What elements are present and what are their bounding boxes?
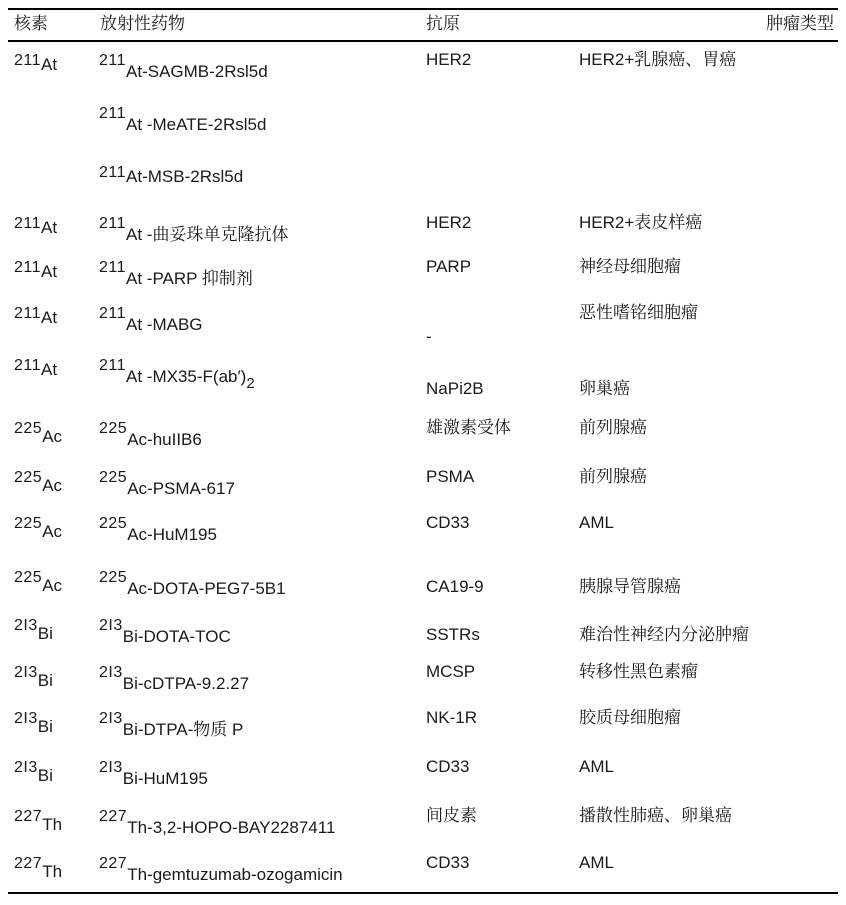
drug-mass: 225 bbox=[99, 420, 128, 437]
table-row bbox=[0, 662, 846, 708]
antigen-cell: HER2 bbox=[426, 50, 472, 69]
drug-mass: 211 bbox=[99, 259, 127, 276]
nuclide-symbol: Bi bbox=[37, 766, 53, 785]
tumor-cell: 卵巢癌 bbox=[579, 379, 630, 398]
nuclide-symbol: Bi bbox=[37, 624, 53, 643]
table-row bbox=[0, 418, 846, 464]
nuclide-cell bbox=[14, 853, 63, 881]
tumor-cell: 播散性肺癌、卵巢癌 bbox=[579, 806, 732, 825]
antigen-cell: 间皮素 bbox=[426, 806, 477, 825]
drug-name: At -MX35-F(ab′) bbox=[126, 367, 247, 386]
drug-name: At-MSB-2Rsl5d bbox=[126, 167, 244, 186]
table-row bbox=[0, 213, 846, 259]
nuclide-cell bbox=[14, 662, 53, 690]
drug-mass: 211 bbox=[99, 357, 127, 374]
nuclide-mass: 211 bbox=[14, 52, 42, 69]
antigen-cell: MCSP bbox=[426, 662, 476, 681]
nuclide-cell bbox=[14, 355, 58, 379]
nuclide-mass: 2I3 bbox=[14, 759, 38, 776]
nuclide-cell bbox=[14, 418, 63, 446]
drug-cell bbox=[99, 467, 235, 498]
nuclide-mass: 2I3 bbox=[14, 710, 38, 727]
nuclide-mass: 227 bbox=[14, 855, 43, 872]
drug-name: At -曲妥珠单克隆抗体 bbox=[126, 225, 289, 244]
tumor-cell: 前列腺癌 bbox=[579, 467, 647, 486]
nuclide-cell bbox=[14, 257, 58, 281]
drug-mass: 225 bbox=[99, 515, 128, 532]
header-drug: 放射性药物 bbox=[100, 14, 185, 33]
table-row bbox=[0, 303, 846, 349]
drug-mass: 227 bbox=[99, 855, 128, 872]
nuclide-symbol: Ac bbox=[42, 576, 63, 595]
nuclide-cell bbox=[14, 50, 58, 74]
tumor-cell: 前列腺癌 bbox=[579, 418, 647, 437]
tumor-cell: AML bbox=[579, 757, 614, 776]
antigen-cell: PARP bbox=[426, 257, 472, 276]
nuclide-cell bbox=[14, 513, 63, 541]
drug-name-subscript: 2 bbox=[246, 375, 255, 392]
table-row bbox=[0, 567, 846, 613]
nuclide-mass: 211 bbox=[14, 215, 42, 232]
drug-mass: 2I3 bbox=[99, 710, 123, 727]
drug-cell bbox=[99, 615, 231, 646]
table-row bbox=[0, 162, 846, 208]
drug-name: Ac-PSMA-617 bbox=[127, 479, 235, 498]
antigen-cell: CA19-9 bbox=[426, 577, 484, 596]
drug-cell bbox=[99, 708, 244, 739]
nuclide-mass: 2I3 bbox=[14, 664, 38, 681]
table-row bbox=[0, 355, 846, 401]
nuclide-cell bbox=[14, 303, 58, 327]
drug-name: Bi-DTPA-物质 P bbox=[122, 720, 244, 739]
drug-cell bbox=[99, 303, 203, 334]
antigen-cell: NK-1R bbox=[426, 708, 478, 727]
nuclide-cell bbox=[14, 615, 53, 643]
nuclide-symbol: At bbox=[41, 262, 58, 281]
nuclide-symbol: Th bbox=[42, 862, 63, 881]
nuclide-symbol: At bbox=[41, 360, 58, 379]
drug-name: At -MeATE-2Rsl5d bbox=[126, 115, 267, 134]
nuclide-symbol: Th bbox=[42, 815, 63, 834]
drug-mass: 227 bbox=[99, 808, 128, 825]
nuclide-cell bbox=[14, 708, 53, 736]
drug-mass: 211 bbox=[99, 52, 127, 69]
drug-cell bbox=[99, 757, 208, 788]
drug-cell bbox=[99, 162, 244, 186]
drug-name: Bi-HuM195 bbox=[122, 769, 208, 788]
drug-mass: 211 bbox=[99, 105, 127, 122]
drug-name: Ac-HuM195 bbox=[127, 525, 217, 544]
nuclide-symbol: Bi bbox=[37, 671, 53, 690]
drug-cell bbox=[99, 418, 202, 449]
tumor-cell: AML bbox=[579, 853, 614, 872]
tumor-cell: 难治性神经内分泌肿瘤 bbox=[579, 625, 749, 644]
drug-cell bbox=[99, 257, 253, 288]
drug-name: Ac-huIIB6 bbox=[127, 430, 202, 449]
drug-name: Ac-DOTA-PEG7-5B1 bbox=[127, 579, 286, 598]
nuclide-symbol: Bi bbox=[37, 717, 53, 736]
table-bottom-rule bbox=[8, 892, 838, 894]
drug-name: Bi-DOTA-TOC bbox=[122, 627, 231, 646]
drug-mass: 2I3 bbox=[99, 617, 123, 634]
nuclide-mass: 225 bbox=[14, 515, 43, 532]
drug-name: At -MABG bbox=[126, 315, 203, 334]
antigen-cell: 雄激素受体 bbox=[426, 418, 511, 437]
drug-mass: 225 bbox=[99, 469, 128, 486]
tumor-cell: HER2+表皮样癌 bbox=[579, 213, 703, 232]
table-row bbox=[0, 806, 846, 852]
nuclide-cell bbox=[14, 806, 63, 834]
nuclide-mass: 211 bbox=[14, 357, 42, 374]
tumor-cell: HER2+乳腺癌、胃癌 bbox=[579, 50, 737, 69]
antigen-cell: CD33 bbox=[426, 853, 470, 872]
drug-name: Th-3,2-HOPO-BAY2287411 bbox=[127, 818, 336, 837]
drug-name: Bi-cDTPA-9.2.27 bbox=[122, 674, 250, 693]
antigen-cell: SSTRs bbox=[426, 625, 480, 644]
drug-mass: 225 bbox=[99, 569, 128, 586]
antigen-cell: CD33 bbox=[426, 757, 470, 776]
tumor-cell: 转移性黑色素瘤 bbox=[579, 662, 698, 681]
drug-cell bbox=[99, 213, 289, 244]
drug-mass: 211 bbox=[99, 305, 127, 322]
tumor-cell: AML bbox=[579, 513, 614, 532]
drug-name: At -PARP 抑制剂 bbox=[126, 269, 253, 288]
header-tumor: 肿瘤类型 bbox=[766, 14, 834, 33]
nuclide-cell bbox=[14, 213, 58, 237]
nuclide-symbol: At bbox=[41, 308, 58, 327]
nuclide-mass: 2I3 bbox=[14, 617, 38, 634]
header-antigen: 抗原 bbox=[426, 14, 460, 33]
drug-cell bbox=[99, 662, 250, 693]
nuclide-cell bbox=[14, 567, 63, 595]
tumor-cell: 神经母细胞瘤 bbox=[579, 257, 681, 276]
drug-cell bbox=[99, 853, 343, 884]
nuclide-mass: 225 bbox=[14, 420, 43, 437]
drug-cell bbox=[99, 806, 336, 837]
drug-name: Th-gemtuzumab-ozogamicin bbox=[127, 865, 343, 884]
nuclide-mass: 225 bbox=[14, 469, 43, 486]
drug-cell bbox=[99, 567, 286, 598]
drug-mass: 2I3 bbox=[99, 759, 123, 776]
nuclide-mass: 227 bbox=[14, 808, 43, 825]
antigen-cell: HER2 bbox=[426, 213, 472, 232]
drug-cell bbox=[99, 355, 255, 392]
table-row bbox=[0, 467, 846, 513]
table-row bbox=[0, 103, 846, 149]
nuclide-mass: 225 bbox=[14, 569, 43, 586]
drug-mass: 2I3 bbox=[99, 664, 123, 681]
nuclide-symbol: At bbox=[41, 218, 58, 237]
nuclide-cell bbox=[14, 757, 53, 785]
header-nuclide: 核素 bbox=[14, 14, 48, 33]
drug-mass: 211 bbox=[99, 215, 127, 232]
drug-mass: 211 bbox=[99, 164, 127, 181]
table-top-rule bbox=[8, 8, 838, 10]
nuclide-mass: 211 bbox=[14, 305, 42, 322]
tumor-cell: 胰腺导管腺癌 bbox=[579, 577, 681, 596]
drug-cell bbox=[99, 103, 267, 134]
nuclide-cell bbox=[14, 467, 63, 495]
nuclide-symbol: Ac bbox=[42, 476, 63, 495]
table-header-rule bbox=[8, 40, 838, 42]
table-row bbox=[0, 708, 846, 754]
antigen-cell: - bbox=[426, 327, 432, 346]
tumor-cell: 胶质母细胞瘤 bbox=[579, 708, 681, 727]
tumor-cell: 恶性嗜铭细胞瘤 bbox=[579, 303, 698, 322]
drug-cell bbox=[99, 513, 217, 544]
drug-name: At-SAGMB-2Rsl5d bbox=[126, 62, 268, 81]
table-row bbox=[0, 50, 846, 96]
nuclide-symbol: Ac bbox=[42, 522, 63, 541]
antigen-cell: NaPi2B bbox=[426, 379, 484, 398]
table-row bbox=[0, 513, 846, 559]
antigen-cell: CD33 bbox=[426, 513, 470, 532]
drug-cell bbox=[99, 50, 268, 81]
table-row bbox=[0, 757, 846, 803]
antigen-cell: PSMA bbox=[426, 467, 475, 486]
table-row bbox=[0, 257, 846, 303]
table-row bbox=[0, 615, 846, 661]
nuclide-symbol: At bbox=[41, 55, 58, 74]
nuclide-symbol: Ac bbox=[42, 427, 63, 446]
nuclide-mass: 211 bbox=[14, 259, 42, 276]
